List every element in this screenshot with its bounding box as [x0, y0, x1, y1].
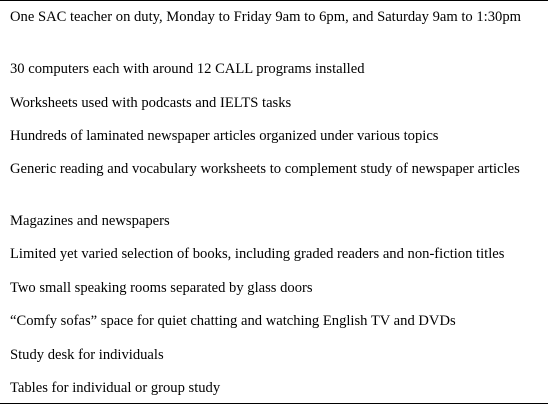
table-row-4: Hundreds of laminated newspaper articles organized under various topics — [10, 128, 439, 144]
table-row-2: 30 computers each with around 12 CALL programs installed — [10, 61, 365, 77]
table-row-6: Magazines and newspapers — [10, 213, 170, 229]
table-row-1: One SAC teacher on duty, Monday to Friday 9am to 6pm, and Saturday 9am to 1:30pm — [10, 9, 521, 25]
table-row-7: Limited yet varied selection of books, including graded readers and non-fiction titles — [10, 246, 505, 262]
table-row-10: Study desk for individuals — [10, 347, 164, 363]
table-row-3: Worksheets used with podcasts and IELTS tasks — [10, 95, 292, 111]
table-row-9: “Comfy sofas” space for quiet chatting and watching English TV and DVDs — [10, 313, 456, 329]
table-row-5: Generic reading and vocabulary worksheets to complement study of newspaper articles — [10, 161, 520, 177]
table-row-11: Tables for individual or group study — [10, 380, 221, 396]
table-row-8: Two small speaking rooms separated by glass doors — [10, 280, 313, 296]
